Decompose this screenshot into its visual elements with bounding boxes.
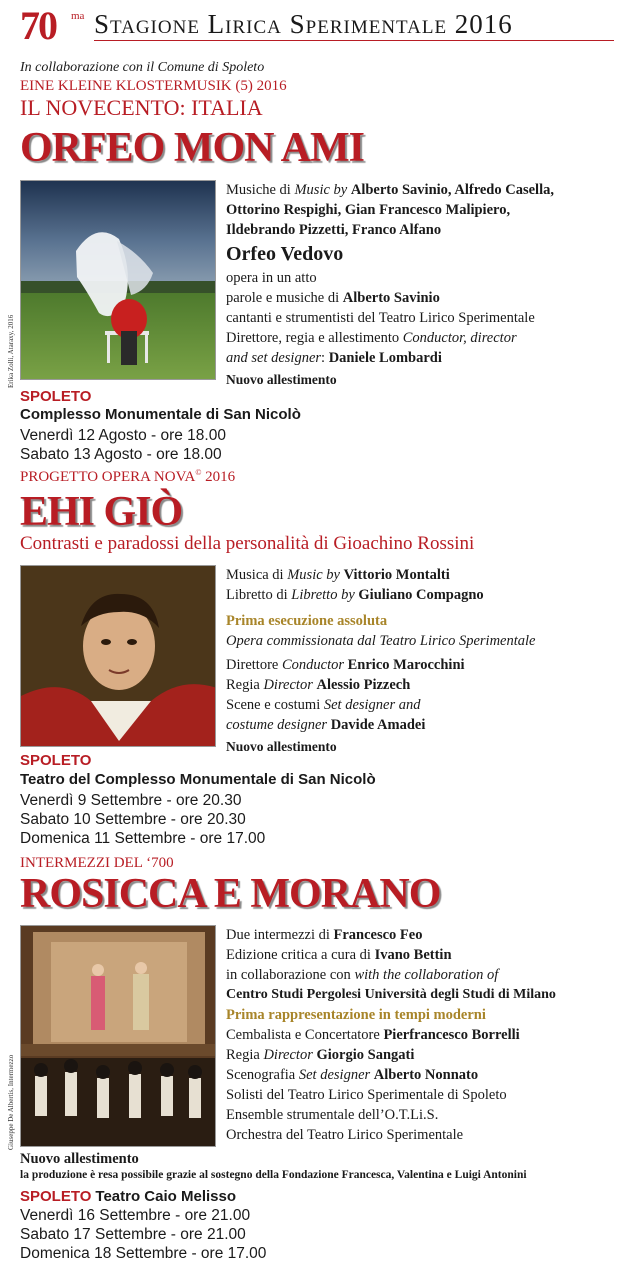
event2-conductor	[226, 655, 535, 675]
label-music-en: Music by	[287, 567, 344, 583]
event3-sponsor-note: la produzione è resa possibile grazie al sostegno della Fondazione Francesca, Valentina e Luigi Antonini	[20, 1169, 527, 1181]
season-title: Stagione Lirica Sperimentale 2016	[94, 9, 513, 39]
designer-name: Davide Amadei	[330, 717, 426, 733]
event1-work-title: Orfeo Vedovo	[226, 243, 344, 265]
event3-line1	[226, 925, 556, 945]
event1-line5	[226, 348, 554, 368]
event1-photo	[20, 180, 216, 380]
event2-date-1: Venerdì 9 Settembre - ore 20.30	[20, 792, 242, 809]
kicker-year: 2016	[201, 469, 236, 485]
event2-director	[226, 675, 535, 695]
label-designer-en: and set designer	[226, 350, 322, 366]
event1-photo-credit: Erika Zolli, Ataraxy, 2016	[7, 314, 15, 388]
label-music-by: Music by	[294, 182, 351, 198]
event2-portrait-art	[21, 566, 216, 747]
event1-line2	[226, 288, 554, 308]
label-intermezzi: Due intermezzi di	[226, 927, 334, 943]
event3-date-1: Venerdì 16 Settembre - ore 21.00	[20, 1207, 251, 1224]
event3-line7	[226, 1045, 556, 1065]
event1-date-1: Venerdì 12 Agosto - ore 18.00	[20, 427, 226, 444]
event1-city: SPOLETO	[20, 388, 92, 405]
event2-venue: Teatro del Complesso Monumentale di San Nicolò	[20, 771, 376, 788]
event3-date-3: Domenica 18 Settembre - ore 17.00	[20, 1245, 267, 1262]
event2-dates	[20, 791, 265, 848]
event3-photo-credit: Giuseppe De Albertis, Intermezzo	[7, 1054, 15, 1150]
label-collaboration: in collaborazione con	[226, 967, 355, 983]
event3-line2	[226, 945, 556, 965]
event1-dates	[20, 426, 226, 464]
event1-composers-line2	[226, 200, 554, 220]
label-conductor-en: Conductor	[281, 657, 348, 673]
label-conductor: Direttore	[226, 657, 282, 673]
event1-date-2: Sabato 13 Agosto - ore 18.00	[20, 446, 222, 463]
event1-photo-art	[21, 181, 216, 380]
label-direction: Direttore, regia e allestimento	[226, 330, 403, 346]
label-director-en: Director	[263, 677, 317, 693]
header-rule	[94, 40, 614, 41]
kicker-mark: ©	[195, 468, 202, 477]
event3-premiere: Prima rappresentazione in tempi moderni	[226, 1007, 486, 1023]
event3-line4: Centro Studi Pergolesi Università degli Studi di Milano	[226, 987, 556, 1002]
label-edition: Edizione critica a cura di	[226, 947, 375, 963]
event1-venue: Complesso Monumentale di San Nicolò	[20, 406, 301, 423]
separator: :	[321, 350, 329, 366]
label-music: Musica di	[226, 567, 288, 583]
words-author: Alberto Savinio	[342, 290, 440, 306]
event2-costume	[226, 715, 535, 735]
event2-date-3: Domenica 11 Settembre - ore 17.00	[20, 830, 266, 847]
event1-subtitle: IL NOVECENTO: ITALIA	[20, 95, 263, 120]
event2-city: SPOLETO	[20, 752, 92, 769]
label-music: Musiche di	[226, 182, 295, 198]
label-libretto: Libretto di	[226, 587, 292, 603]
label-scenography: Scenografia	[226, 1067, 299, 1083]
director-name: Daniele Lombardi	[328, 350, 442, 366]
event2-title: EHI GIÒ	[20, 489, 183, 535]
director-name: Alessio Pizzech	[316, 677, 411, 693]
event2-premiere: Prima esecuzione assoluta	[226, 613, 388, 629]
event3-line3	[226, 965, 556, 985]
event3-line10: Ensemble strumentale dell’O.T.Li.S.	[226, 1107, 439, 1123]
event3-line9: Solisti del Teatro Lirico Sperimentale di Spoleto	[226, 1087, 507, 1103]
event3-title: ROSICCA E MORANO	[20, 871, 441, 917]
label-words: parole e musiche di	[226, 290, 343, 306]
collaboration-note: In collaborazione con il Comune di Spoleto	[20, 60, 265, 75]
label-director: Regia	[226, 677, 264, 693]
event2-date-2: Sabato 10 Settembre - ore 20.30	[20, 811, 246, 828]
label-collaboration-en: with the collaboration of	[354, 967, 499, 983]
label-director-en: Director	[263, 1047, 317, 1063]
event2-new-staging: Nuovo allestimento	[226, 739, 337, 754]
label-director: Regia	[226, 1047, 264, 1063]
label-direction-en: Conductor, director	[402, 330, 517, 346]
label-libretto-en: Libretto by	[291, 587, 359, 603]
event1-line4	[226, 328, 554, 348]
composers-1: Alberto Savinio, Alfredo Casella,	[350, 182, 554, 198]
event3-credits	[226, 925, 556, 1145]
event3-kicker: INTERMEZZI DEL ‘700	[20, 855, 174, 871]
event2-set	[226, 695, 535, 715]
librettist-name: Giuliano Compagno	[358, 587, 484, 603]
label-set: Scene e costumi	[226, 697, 324, 713]
label-scenography-en: Set designer	[298, 1067, 374, 1083]
event1-credits	[226, 180, 554, 390]
event1-composers-line1	[226, 180, 554, 200]
composers-3: Ildebrando Pizzetti, Franco Alfano	[226, 222, 442, 238]
composers-2: Ottorino Respighi, Gian Francesco Malipiero,	[226, 202, 511, 218]
label-costume-en: costume designer	[226, 717, 331, 733]
kicker-text: PROGETTO OPERA NOVA	[20, 469, 196, 485]
event3-dates	[20, 1206, 266, 1263]
edition-superscript: ma	[71, 10, 85, 22]
composer-name: Vittorio Montalti	[343, 567, 450, 583]
event2-music	[226, 565, 535, 585]
event1-line3: cantanti e strumentisti del Teatro Lirico Sperimentale	[226, 310, 535, 326]
conductor-name: Enrico Marocchini	[347, 657, 465, 673]
event1-title: ORFEO MON AMI	[20, 125, 364, 171]
event2-portrait	[20, 565, 216, 747]
event1-kicker: EINE KLEINE KLOSTERMUSIK (5) 2016	[20, 78, 287, 94]
event3-line11: Orchestra del Teatro Lirico Sperimentale	[226, 1127, 464, 1143]
event3-painting	[20, 925, 216, 1147]
label-harpsichord: Cembalista e Concertatore	[226, 1027, 384, 1043]
event3-city: SPOLETO	[20, 1188, 92, 1205]
event3-venue: Teatro Caio Melisso	[95, 1188, 236, 1205]
event3-new-staging: Nuovo allestimento	[20, 1151, 139, 1167]
event1-line1: opera in un atto	[226, 270, 317, 286]
event2-commission: Opera commissionata dal Teatro Lirico Sperimentale	[226, 633, 536, 649]
harpsichordist-name: Pierfrancesco Borrelli	[383, 1027, 520, 1043]
event2-credits	[226, 565, 535, 757]
event3-line6	[226, 1025, 556, 1045]
event3-location	[20, 1188, 236, 1206]
event3-line8	[226, 1065, 556, 1085]
event2-kicker	[20, 468, 235, 486]
event1-composers-line3	[226, 220, 554, 240]
event3-painting-art	[21, 926, 216, 1147]
edition-number: 70	[20, 3, 56, 48]
event2-libretto	[226, 585, 535, 605]
event3-date-2: Sabato 17 Settembre - ore 21.00	[20, 1226, 246, 1243]
label-set-en: Set designer and	[323, 697, 421, 713]
event2-subtitle: Contrasti e paradossi della personalità di Gioachino Rossini	[20, 533, 475, 554]
composer-name: Francesco Feo	[333, 927, 423, 943]
director-name: Giorgio Sangati	[316, 1047, 415, 1063]
set-designer-name: Alberto Nonnato	[373, 1067, 479, 1083]
editor-name: Ivano Bettin	[374, 947, 452, 963]
event1-new-staging: Nuovo allestimento	[226, 372, 337, 387]
